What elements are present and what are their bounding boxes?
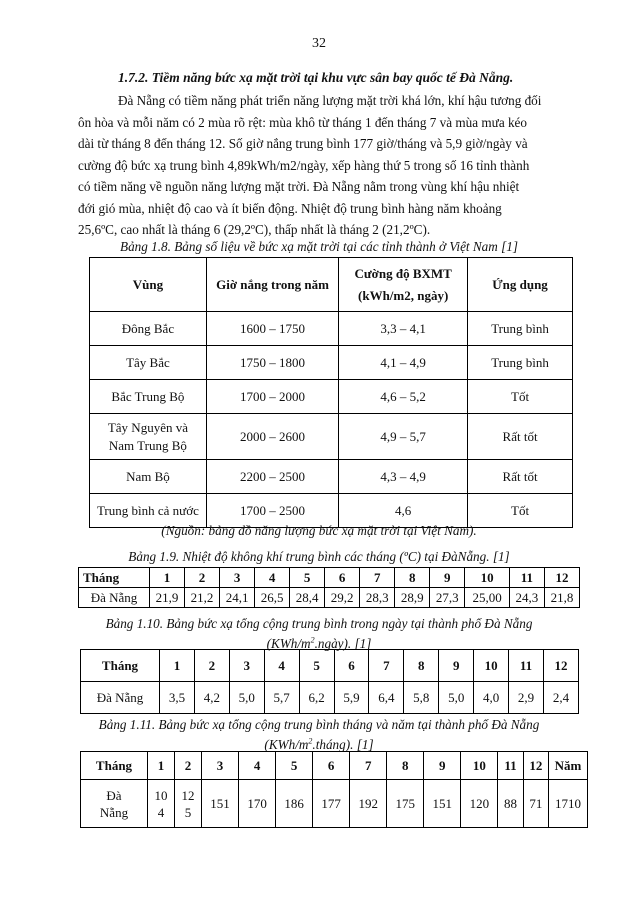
- value-cell: 21,9: [150, 588, 185, 608]
- table-1-8-caption: Bảng 1.8. Bảng số liệu về bức xạ mặt trời tại các tỉnh thành ở Việt Nam [1]: [120, 239, 518, 254]
- table-row: [79, 568, 580, 588]
- month-cell: 9: [430, 568, 465, 588]
- month-cell: 4: [255, 568, 290, 588]
- value-cell: [175, 780, 202, 828]
- year-value-cell: 1710: [549, 780, 588, 828]
- table-row: [79, 588, 580, 608]
- month-cell: 4: [239, 752, 276, 780]
- year-header: Năm: [549, 752, 588, 780]
- cell-application: Tốt: [468, 494, 573, 528]
- month-cell: 12: [544, 568, 579, 588]
- month-cell: 12: [523, 752, 548, 780]
- value-cell: 28,4: [290, 588, 325, 608]
- cell-region: Tây Bắc: [90, 346, 207, 380]
- value-cell: 5,0: [439, 682, 474, 714]
- table-1-11: [80, 751, 588, 828]
- value-cell: 175: [387, 780, 424, 828]
- value-cell: 186: [276, 780, 313, 828]
- month-cell: 7: [369, 650, 404, 682]
- value-cell: 71: [523, 780, 548, 828]
- month-cell: 6: [313, 752, 350, 780]
- cell-intensity: 4,6: [339, 494, 468, 528]
- month-cell: 8: [404, 650, 439, 682]
- value-cell: 2,9: [509, 682, 544, 714]
- header-intensity-line2: (kWh/m2, ngày): [358, 287, 449, 303]
- month-cell: 8: [395, 568, 430, 588]
- value-cell: 26,5: [255, 588, 290, 608]
- row-label: Đà Nẵng: [79, 588, 150, 608]
- value-cell: 177: [313, 780, 350, 828]
- value-cell: 6,2: [299, 682, 334, 714]
- header-month-label: Tháng: [81, 650, 160, 682]
- body-paragraph: [78, 90, 579, 242]
- table-row: [90, 460, 573, 494]
- paragraph-line: Đà Nẵng có tiềm năng phát triển năng lượng mặt trời khá lớn, khí hậu tương đối: [118, 93, 542, 108]
- cell-hours: 2200 – 2500: [206, 460, 338, 494]
- month-cell: 11: [509, 568, 544, 588]
- value-cell: 3,5: [160, 682, 195, 714]
- section-heading: 1.7.2. Tiềm năng bức xạ mặt trời tại khu vực sân bay quốc tế Đà Nẵng.: [118, 70, 514, 85]
- value-cell: 151: [424, 780, 461, 828]
- month-cell: 10: [465, 568, 510, 588]
- month-cell: 3: [229, 650, 264, 682]
- cell-hours: 1700 – 2500: [206, 494, 338, 528]
- month-cell: 1: [148, 752, 175, 780]
- month-cell: 10: [461, 752, 498, 780]
- value-cell: 21,8: [544, 588, 579, 608]
- table-1-8-source: (Nguồn: bảng đồ năng lượng bức xạ mặt trời tại Việt Nam).: [161, 523, 477, 538]
- table-row: [90, 346, 573, 380]
- value-cell: 28,9: [395, 588, 430, 608]
- value-cell: 4,0: [474, 682, 509, 714]
- table-1-9-caption: Bảng 1.9. Nhiệt độ không khí trung bình các tháng (ºC) tại ĐàNẵng. [1]: [128, 549, 510, 564]
- cell-intensity: 4,3 – 4,9: [339, 460, 468, 494]
- month-cell: 3: [220, 568, 255, 588]
- cell-intensity: 4,1 – 4,9: [339, 346, 468, 380]
- cell-intensity: 4,6 – 5,2: [339, 380, 468, 414]
- month-cell: 7: [350, 752, 387, 780]
- table-row: [81, 682, 579, 714]
- cell-region: [90, 414, 207, 460]
- header-intensity: [339, 258, 468, 312]
- value-cell: 21,2: [185, 588, 220, 608]
- month-cell: 5: [290, 568, 325, 588]
- month-cell: 9: [424, 752, 461, 780]
- table-1-8: [89, 257, 573, 528]
- cell-application: Tốt: [468, 380, 573, 414]
- header-month-label: Tháng: [79, 568, 150, 588]
- value-cell: 120: [461, 780, 498, 828]
- value-line1: 12: [181, 787, 195, 803]
- value-line2: 5: [184, 804, 192, 820]
- cell-intensity: 3,3 – 4,1: [339, 312, 468, 346]
- value-cell: 151: [202, 780, 239, 828]
- header-region: Vùng: [90, 258, 207, 312]
- value-cell: 27,3: [430, 588, 465, 608]
- paragraph-line: đới gió mùa, nhiệt độ cao và ít biến động. Nhiệt độ trung bình hàng năm khoảng: [78, 200, 502, 216]
- cell-hours: 1750 – 1800: [206, 346, 338, 380]
- cell-application: Trung bình: [468, 346, 573, 380]
- value-cell: 28,3: [360, 588, 395, 608]
- cell-intensity: 4,9 – 5,7: [339, 414, 468, 460]
- value-cell: 5,8: [404, 682, 439, 714]
- month-cell: 3: [202, 752, 239, 780]
- value-cell: 4,2: [194, 682, 229, 714]
- month-cell: 1: [160, 650, 195, 682]
- paragraph-line: dài từ tháng 8 đến tháng 12. Số giờ nắng trung bình 177 giờ/tháng và 5,9 giờ/ngày và: [78, 136, 528, 151]
- header-sun-hours: Giờ nắng trong năm: [206, 258, 338, 312]
- table-row: [81, 650, 579, 682]
- value-cell: 25,00: [465, 588, 510, 608]
- cell-hours: 1700 – 2000: [206, 380, 338, 414]
- month-cell: 4: [264, 650, 299, 682]
- value-cell: 170: [239, 780, 276, 828]
- cell-region-line1: Tây Nguyên và: [107, 419, 188, 435]
- value-cell: 6,4: [369, 682, 404, 714]
- table-1-10-caption-line1: Bảng 1.10. Bảng bức xạ tổng cộng trung bình trong ngày tại thành phố Đà Nẵng: [105, 616, 533, 631]
- value-line1: 10: [154, 787, 168, 803]
- month-cell: 2: [185, 568, 220, 588]
- month-cell: 11: [498, 752, 523, 780]
- header-application: Ứng dụng: [468, 258, 573, 312]
- table-row: [81, 752, 588, 780]
- value-cell: 24,3: [509, 588, 544, 608]
- value-cell: 88: [498, 780, 523, 828]
- value-line2: 4: [157, 804, 165, 820]
- month-cell: 11: [509, 650, 544, 682]
- table-1-10-caption-line2: $(KWh/m^2.ngày)$. [1]: [266, 635, 372, 651]
- table-row: [90, 414, 573, 460]
- header-intensity-line1: Cường độ BXMT: [354, 265, 452, 281]
- table-row: [90, 380, 573, 414]
- row-label: [81, 780, 148, 828]
- value-cell: 5,9: [334, 682, 369, 714]
- cell-application: Trung bình: [468, 312, 573, 346]
- cell-region: Đông Bắc: [90, 312, 207, 346]
- month-cell: 5: [299, 650, 334, 682]
- table-row: [81, 780, 588, 828]
- row-label-line2: Nẵng: [99, 804, 129, 820]
- cell-region: Bắc Trung Bộ: [90, 380, 207, 414]
- value-cell: 5,0: [229, 682, 264, 714]
- header-month-label: Tháng: [81, 752, 148, 780]
- cell-region: Trung bình cả nước: [90, 494, 207, 528]
- table-1-10: [80, 649, 579, 714]
- month-cell: 8: [387, 752, 424, 780]
- row-label-line1: Đà: [106, 787, 122, 803]
- value-cell: 24,1: [220, 588, 255, 608]
- row-label: Đà Nẵng: [81, 682, 160, 714]
- month-cell: 12: [543, 650, 578, 682]
- month-cell: 9: [439, 650, 474, 682]
- value-cell: 192: [350, 780, 387, 828]
- cell-application: Rất tốt: [468, 460, 573, 494]
- value-cell: 5,7: [264, 682, 299, 714]
- table-1-9: [78, 567, 580, 608]
- cell-hours: 2000 – 2600: [206, 414, 338, 460]
- table-row: [90, 312, 573, 346]
- month-cell: 2: [194, 650, 229, 682]
- paragraph-line: cường độ bức xạ trung bình 4,89kWh/m2/ngày, xếp hàng thứ 5 trong số 16 tỉnh thành: [78, 157, 530, 173]
- paragraph-line: có tiềm năng về nguồn năng lượng mặt trời. Đà Nẵng nằm trong vùng khí hậu nhiệt: [78, 179, 520, 194]
- month-cell: 5: [276, 752, 313, 780]
- month-cell: 2: [175, 752, 202, 780]
- table-1-11-caption-line2: $(KWh/m^2.tháng)$. [1]: [264, 736, 374, 752]
- page-number: 32: [312, 36, 326, 51]
- value-cell: [148, 780, 175, 828]
- cell-hours: 1600 – 1750: [206, 312, 338, 346]
- month-cell: 10: [474, 650, 509, 682]
- paragraph-line: 25,6ºC, cao nhất là tháng 6 (29,2ºC), thấp nhất là tháng 2 (21,2ºC).: [78, 222, 431, 237]
- value-cell: 29,2: [325, 588, 360, 608]
- cell-region-line2: Nam Trung Bộ: [108, 437, 187, 453]
- cell-region: Nam Bộ: [90, 460, 207, 494]
- month-cell: 1: [150, 568, 185, 588]
- paragraph-line: ôn hòa và mỗi năm có 2 mùa rõ rệt: mùa khô từ tháng 1 đến tháng 7 và mùa mưa kéo: [78, 114, 528, 130]
- table-1-11-caption-line1: Bảng 1.11. Bảng bức xạ tổng cộng trung bình tháng và năm tại thành phố Đà Nẵng: [98, 717, 540, 732]
- month-cell: 6: [334, 650, 369, 682]
- month-cell: 7: [360, 568, 395, 588]
- value-cell: 2,4: [543, 682, 578, 714]
- month-cell: 6: [325, 568, 360, 588]
- cell-application: Rất tốt: [468, 414, 573, 460]
